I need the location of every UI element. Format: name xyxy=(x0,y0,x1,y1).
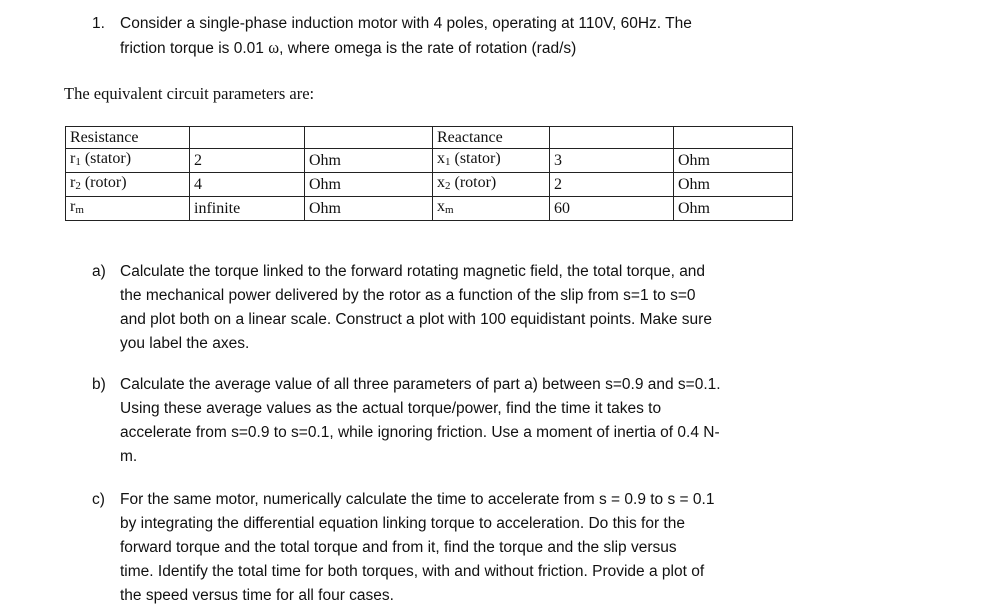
reactance-name: xm xyxy=(433,197,550,221)
reactance-name: x1 (stator) xyxy=(433,149,550,173)
table-header-row xyxy=(66,127,793,149)
question-line-2-start: friction torque is 0.01 xyxy=(120,40,269,57)
table-row xyxy=(66,197,793,221)
header-empty-cell xyxy=(305,127,433,149)
part-line: Using these average values as the actual torque/power, find the time it takes to xyxy=(120,400,662,417)
header-empty-cell xyxy=(550,127,674,149)
reactance-value: 2 xyxy=(550,173,674,197)
part-c-text xyxy=(120,488,800,608)
parameters-intro: The equivalent circuit parameters are: xyxy=(64,84,315,103)
table-row xyxy=(66,149,793,173)
reactance-unit: Ohm xyxy=(674,173,793,197)
resistance-name: r2 (rotor) xyxy=(66,173,190,197)
reactance-value: 60 xyxy=(550,197,674,221)
part-line: m. xyxy=(120,448,138,465)
question-line-1: Consider a single-phase induction motor with 4 poles, operating at 110V, 60Hz. The xyxy=(120,15,692,32)
reactance-name: x2 (rotor) xyxy=(433,173,550,197)
resistance-value: 2 xyxy=(190,149,305,173)
question-line-2-end: , where omega is the rate of rotation (rad/s) xyxy=(279,40,577,57)
part-line: time. Identify the total time for both torques, with and without friction. Provide a plot of xyxy=(120,563,705,580)
part-line: Calculate the torque linked to the forward rotating magnetic field, the total torque, and xyxy=(120,263,706,280)
part-line: the mechanical power delivered by the rotor as a function of the slip from s=1 to s=0 xyxy=(120,287,696,304)
reactance-unit: Ohm xyxy=(674,197,793,221)
question-line-2 xyxy=(120,36,880,61)
header-empty-cell xyxy=(190,127,305,149)
part-line: For the same motor, numerically calculate the time to accelerate from s = 0.9 to s = 0.1 xyxy=(120,491,715,508)
circuit-parameters-table xyxy=(65,126,793,221)
table-row xyxy=(66,173,793,197)
resistance-unit: Ohm xyxy=(305,173,433,197)
resistance-header: Resistance xyxy=(66,127,190,149)
resistance-name: rm xyxy=(66,197,190,221)
part-line: the speed versus time for all four cases. xyxy=(120,587,394,604)
resistance-unit: Ohm xyxy=(305,149,433,173)
part-line: and plot both on a linear scale. Construct a plot with 100 equidistant points. Make sure xyxy=(120,311,712,328)
header-empty-cell xyxy=(674,127,793,149)
part-line: Calculate the average value of all three parameters of part a) between s=0.9 and s=0.1. xyxy=(120,376,721,393)
question-statement xyxy=(120,12,880,61)
part-line: by integrating the differential equation linking torque to acceleration. Do this for the xyxy=(120,515,685,532)
part-b-text xyxy=(120,373,800,469)
resistance-value: infinite xyxy=(190,197,305,221)
reactance-header: Reactance xyxy=(433,127,550,149)
resistance-unit: Ohm xyxy=(305,197,433,221)
omega-symbol: ω xyxy=(268,38,280,57)
question-number: 1. xyxy=(92,15,105,32)
part-line: accelerate from s=0.9 to s=0.1, while ignoring friction. Use a moment of inertia of 0.4 N- xyxy=(120,424,720,441)
resistance-name: r1 (stator) xyxy=(66,149,190,173)
part-b-label: b) xyxy=(92,376,106,393)
part-a-label: a) xyxy=(92,263,106,280)
part-a-text xyxy=(120,260,800,356)
part-line: you label the axes. xyxy=(120,335,250,352)
reactance-value: 3 xyxy=(550,149,674,173)
part-line: forward torque and the total torque and from it, find the torque and the slip versus xyxy=(120,539,677,556)
reactance-unit: Ohm xyxy=(674,149,793,173)
part-c-label: c) xyxy=(92,491,105,508)
resistance-value: 4 xyxy=(190,173,305,197)
